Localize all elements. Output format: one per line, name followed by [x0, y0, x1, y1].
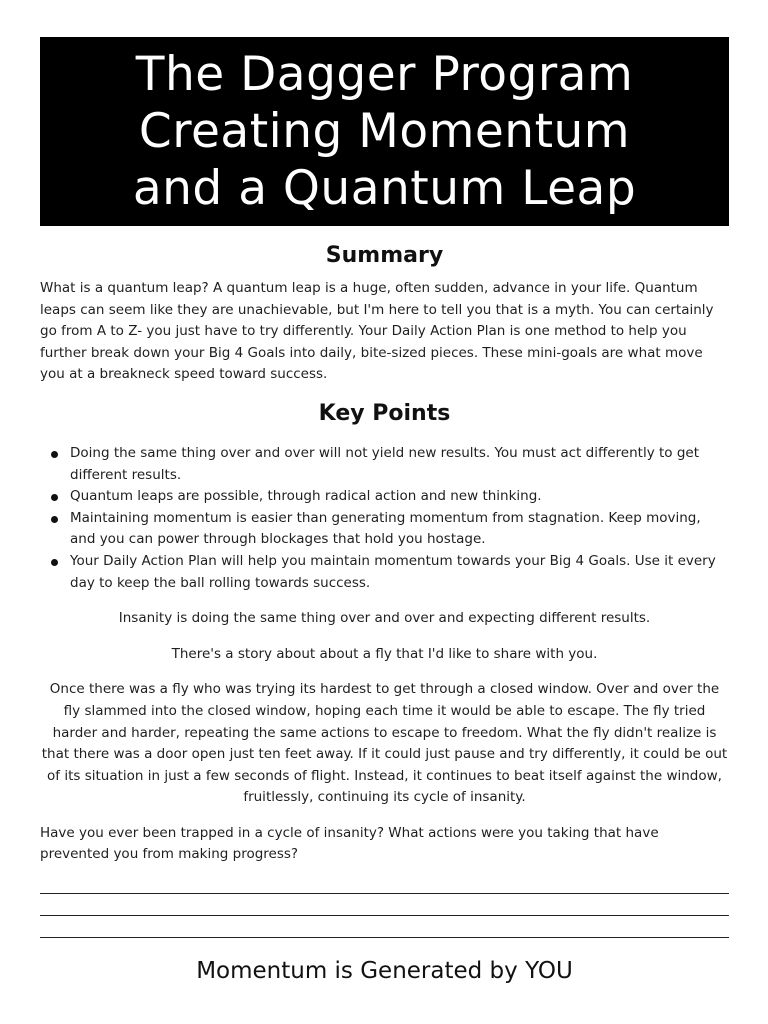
- key-point-text: Doing the same thing over and over will not yield new results. You must act differently to get different results.: [70, 444, 700, 483]
- story-intro: There's a story about about a fly that I'd like to share with you.: [171, 645, 598, 662]
- footer-heading: Momentum is Generated by YOU: [196, 958, 573, 985]
- answer-line[interactable]: [40, 916, 729, 938]
- key-point-text: Maintaining momentum is easier than generating momentum from stagnation. Keep moving, and you can power through blockages that hold you hostage.: [70, 509, 701, 548]
- answer-line[interactable]: [40, 872, 729, 894]
- fly-story-paragraph: Once there was a fly who was trying its hardest to get through a closed window. Over and over the fly slammed into the closed window, hoping each time it would be able to escape. The fly tried harder and harder, repeating the same actions to escape to freedom. What the fly didn't realize is that there was a door open just ten feet away. If it could just pause and try differently, it could be out of its situation in just a few seconds of flight. Instead, it continues to beat itself against the window, fruitlessly, continuing its cycle of insanity.: [41, 681, 728, 806]
- key-points-list: [40, 443, 729, 594]
- key-point-text: Your Daily Action Plan will help you maintain momentum towards your Big 4 Goals. Use it every day to keep the ball rolling towards success.: [70, 552, 716, 591]
- key-point-item: [40, 551, 729, 594]
- document-page: [40, 37, 729, 986]
- key-point-item: [40, 443, 729, 486]
- bullet-icon: [51, 494, 58, 501]
- title-line-3: and a Quantum Leap: [132, 161, 637, 216]
- key-points-heading: Key Points: [318, 400, 451, 426]
- answer-line[interactable]: [40, 894, 729, 916]
- title-line-1: The Dagger Program: [135, 47, 634, 102]
- key-point-item: [40, 508, 729, 551]
- insanity-quote: Insanity is doing the same thing over and over and expecting different results.: [118, 610, 651, 627]
- key-point-item: [40, 486, 729, 508]
- title-line-2: Creating Momentum: [138, 104, 631, 159]
- bullet-icon: [51, 559, 58, 566]
- reflection-question: Have you ever been trapped in a cycle of insanity? What actions were you taking that have prevented you from making progress?: [40, 824, 659, 863]
- title-banner: [40, 37, 729, 226]
- bullet-icon: [51, 451, 58, 458]
- summary-paragraph: What is a quantum leap? A quantum leap is a huge, often sudden, advance in your life. Quantum leaps can seem like they are unachievable, but I'm here to tell you that is a myth. You can certainly go from A to Z- you just have to try differently. Your Daily Action Plan is one method to help you further break down your Big 4 Goals into daily, bite-sized pieces. These mini-goals are what move you at a breakneck speed toward success.: [40, 280, 714, 383]
- answer-lines[interactable]: [40, 872, 729, 938]
- summary-heading: Summary: [325, 243, 444, 268]
- bullet-icon: [51, 516, 58, 523]
- key-point-text: Quantum leaps are possible, through radical action and new thinking.: [70, 488, 542, 505]
